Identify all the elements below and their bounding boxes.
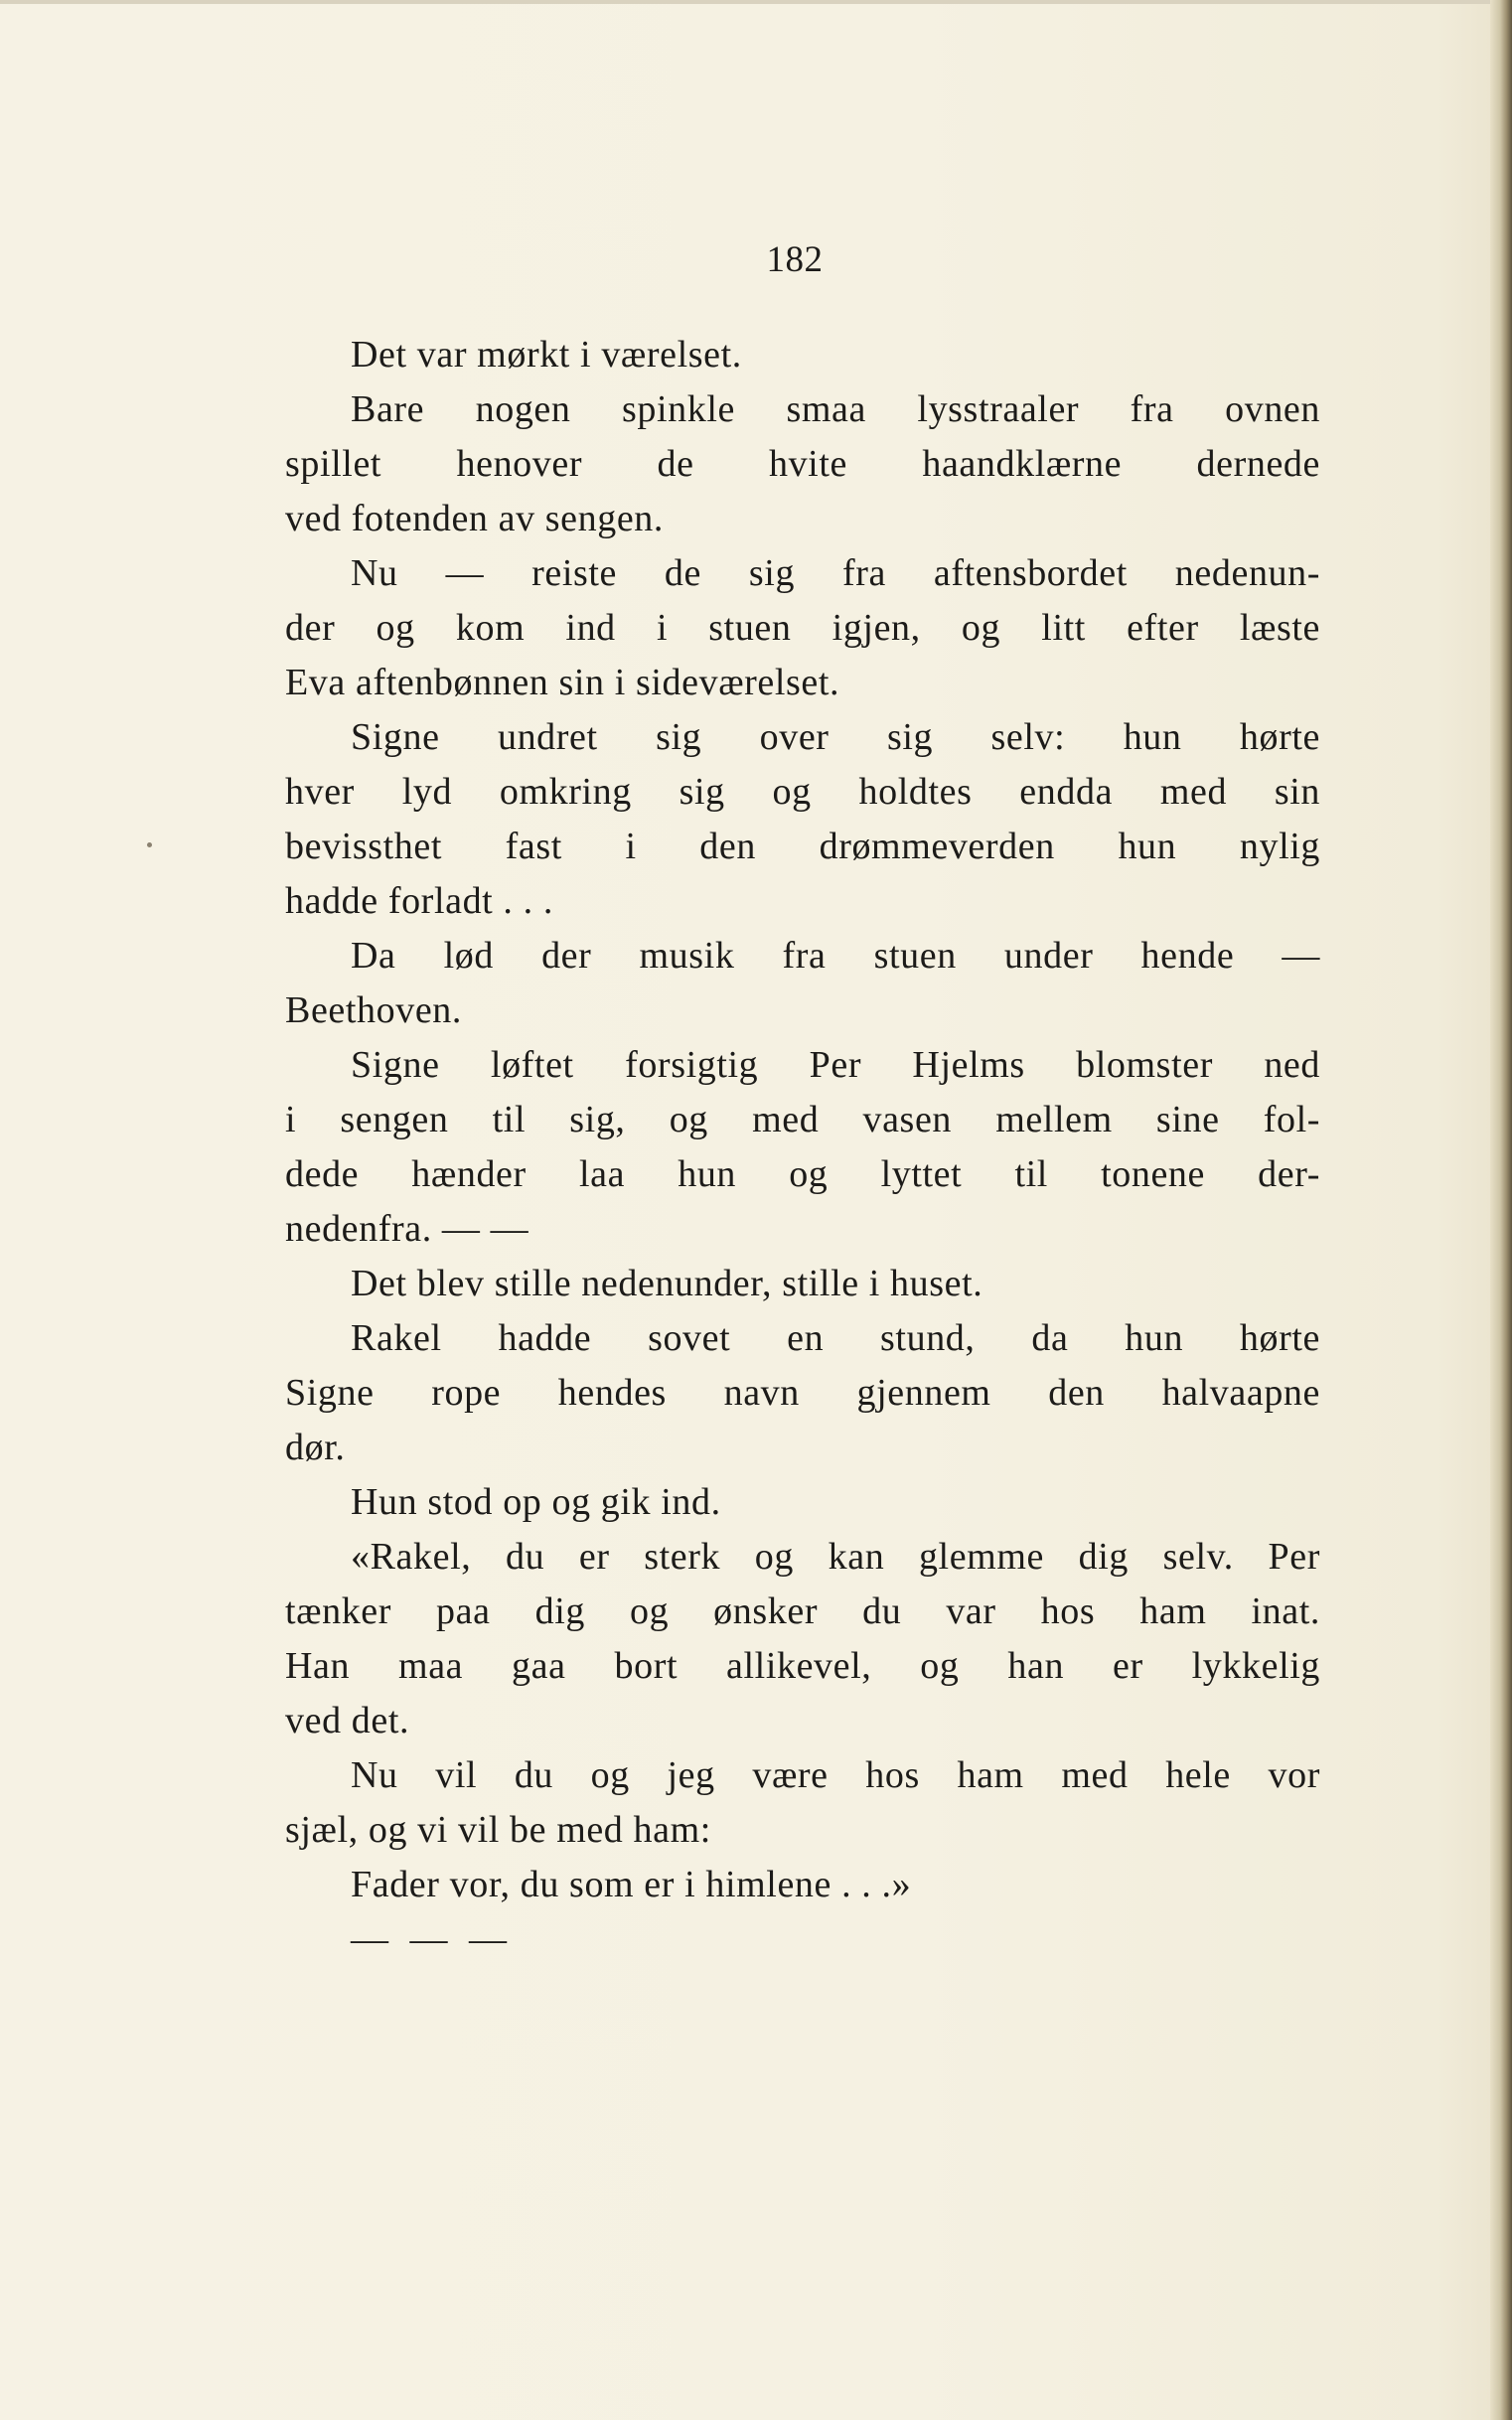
- text-line: Fader vor, du som er i himlene . . .»: [351, 1864, 912, 1905]
- text-line: Bare nogen spinkle smaa lysstraaler fra ovnen: [351, 388, 1320, 430]
- text-line: Det blev stille nedenunder, stille i huset.: [351, 1263, 983, 1304]
- text-line: Eva aftenbønnen sin i sideværelset.: [285, 662, 840, 703]
- text-line: Nu vil du og jeg være hos ham med hele vor: [351, 1754, 1320, 1796]
- page-number: 182: [766, 239, 824, 280]
- page-right-edge: [1490, 0, 1512, 2420]
- text-line: hadde forladt . . .: [285, 880, 553, 922]
- text-line: tænker paa dig og ønsker du var hos ham inat.: [285, 1590, 1320, 1632]
- text-line: i sengen til sig, og med vasen mellem sine fol-: [285, 1099, 1320, 1140]
- closing-dashes: — — —: [351, 1918, 513, 1960]
- text-line: der og kom ind i stuen igjen, og litt efter læste: [285, 607, 1320, 649]
- text-line: Rakel hadde sovet en stund, da hun hørte: [351, 1317, 1320, 1359]
- text-line: Nu — reiste de sig fra aftensbordet nedenun-: [351, 552, 1320, 594]
- text-line: spillet henover de hvite haandklærne dernede: [285, 443, 1320, 485]
- text-line: sjæl, og vi vil be med ham:: [285, 1809, 711, 1851]
- page-top-edge: [0, 0, 1512, 4]
- text-line: nedenfra. — —: [285, 1208, 529, 1250]
- paper-speck: [147, 842, 152, 847]
- text-line: ved det.: [285, 1700, 410, 1741]
- text-line: Det var mørkt i værelset.: [351, 334, 742, 376]
- text-line: «Rakel, du er sterk og kan glemme dig selv. Per: [351, 1536, 1320, 1578]
- text-line: Signe løftet forsigtig Per Hjelms blomster ned: [351, 1044, 1320, 1086]
- text-line: Hun stod op og gik ind.: [351, 1481, 721, 1523]
- text-line: bevissthet fast i den drømmeverden hun nylig: [285, 826, 1320, 867]
- text-line: Signe undret sig over sig selv: hun hørte: [351, 716, 1320, 758]
- text-line: Signe rope hendes navn gjennem den halvaapne: [285, 1372, 1320, 1414]
- text-line: hver lyd omkring sig og holdtes endda med sin: [285, 771, 1320, 813]
- text-line: dede hænder laa hun og lyttet til tonene der-: [285, 1153, 1320, 1195]
- text-line: Han maa gaa bort allikevel, og han er lykkelig: [285, 1645, 1320, 1687]
- text-line: ved fotenden av sengen.: [285, 498, 664, 539]
- text-line: Da lød der musik fra stuen under hende —: [351, 935, 1320, 977]
- text-line: dør.: [285, 1427, 346, 1468]
- text-line: Beethoven.: [285, 989, 463, 1031]
- body-text: [285, 328, 1320, 1967]
